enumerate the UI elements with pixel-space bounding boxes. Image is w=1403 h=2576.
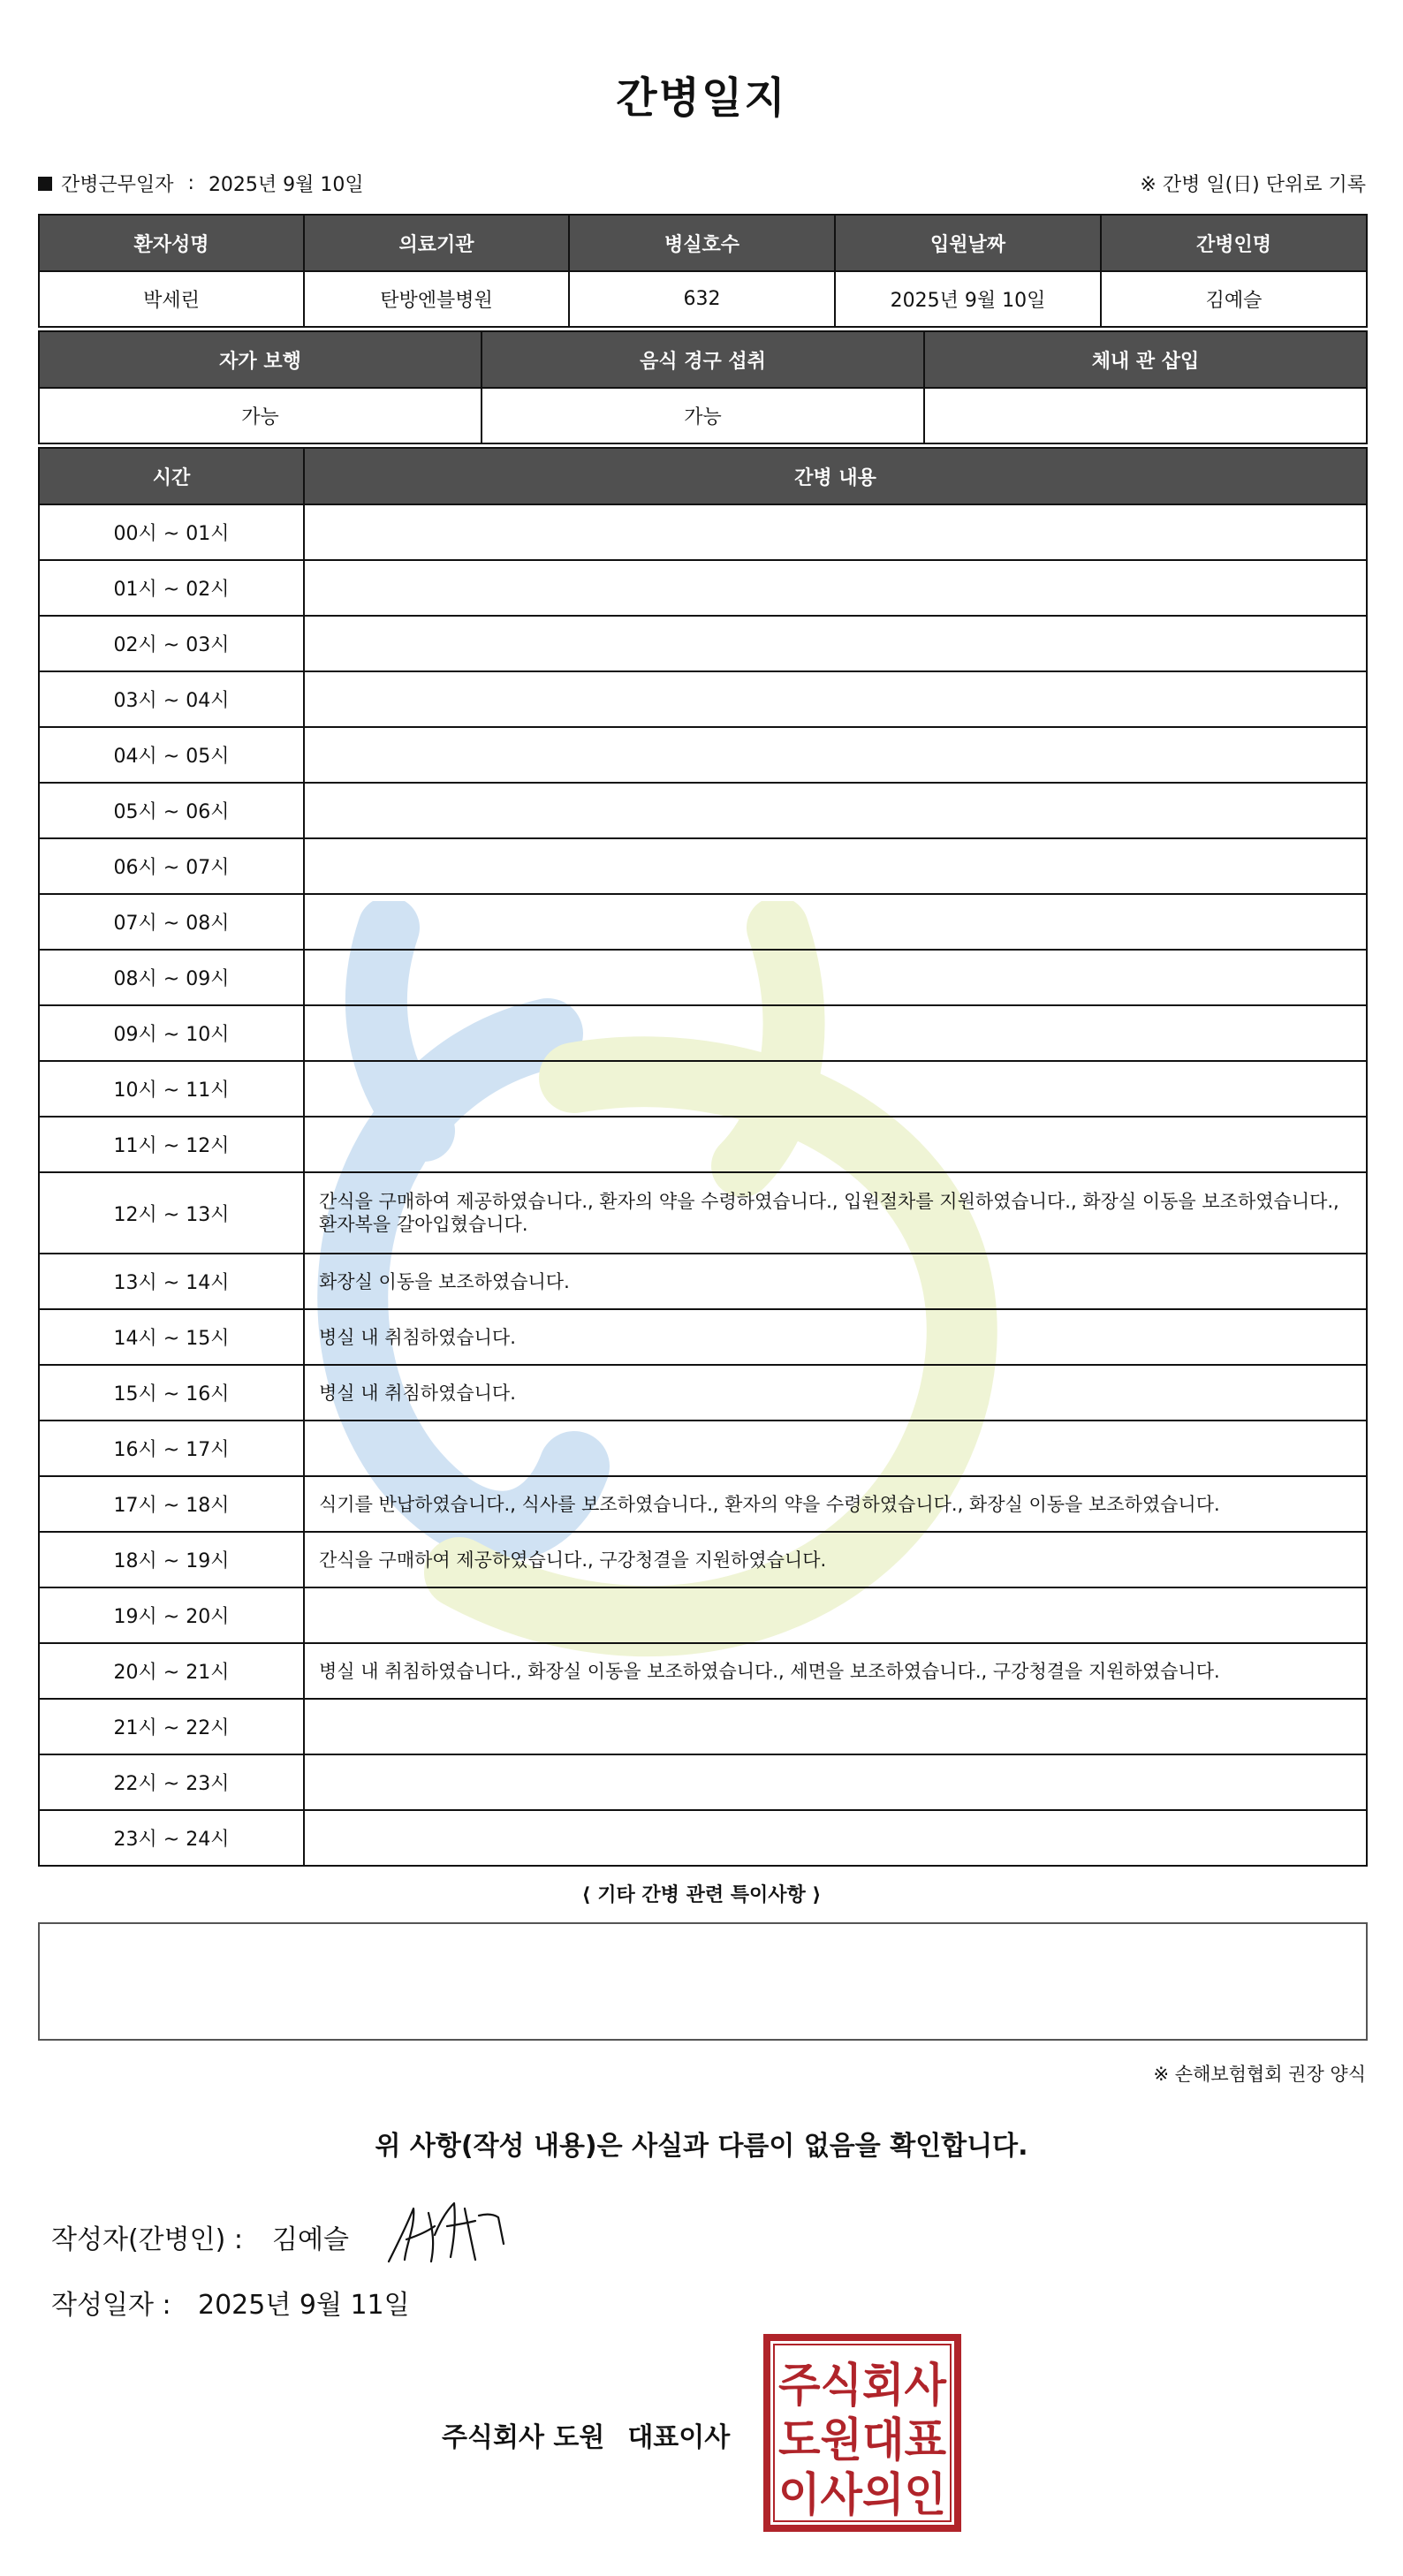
log-row (39, 1061, 1367, 1117)
company-seal-stamp (762, 2332, 963, 2534)
header-time: 시간 (39, 448, 304, 504)
log-content: 간식을 구매하여 제공하였습니다., 구강청결을 지원하였습니다. (304, 1532, 1367, 1587)
log-content: 화장실 이동을 보조하였습니다. (304, 1254, 1367, 1309)
log-time: 11시 ~ 12시 (39, 1117, 304, 1172)
handwritten-signature (380, 2191, 521, 2270)
header-care-content: 간병 내용 (304, 448, 1367, 504)
log-row (39, 727, 1367, 783)
write-date-label: 작성일자 : (51, 2290, 171, 2321)
caregiver-name: 김예슬 (1101, 271, 1367, 327)
log-time: 22시 ~ 23시 (39, 1754, 304, 1810)
remarks-title: ⟨ 기타 간병 관련 특이사항 ⟩ (581, 1884, 822, 1906)
log-content (304, 1005, 1367, 1061)
log-time: 01시 ~ 02시 (39, 560, 304, 616)
log-row (39, 504, 1367, 560)
log-content (304, 1699, 1367, 1754)
work-date-value: 2025년 9월 10일 (208, 174, 364, 196)
header-hospital: 의료기관 (304, 215, 569, 271)
log-time: 21시 ~ 22시 (39, 1699, 304, 1754)
log-content (304, 560, 1367, 616)
patient-status-table (38, 330, 1368, 444)
log-row (39, 950, 1367, 1005)
log-content (304, 950, 1367, 1005)
log-content: 간식을 구매하여 제공하였습니다., 환자의 약을 수령하였습니다., 입원절차를 지원하였습니다., 화장실 이동을 보조하였습니다., 환자복을 갈아입혔습니다. (304, 1172, 1367, 1254)
confirmation-statement: 위 사항(작성 내용)은 사실과 다름이 없음을 확인합니다. (375, 2131, 1028, 2162)
log-time: 13시 ~ 14시 (39, 1254, 304, 1309)
header-tube-insertion: 체내 관 삽입 (924, 331, 1367, 388)
writer-name: 김예슬 (272, 2224, 349, 2255)
log-time: 04시 ~ 05시 (39, 727, 304, 783)
log-row (39, 1532, 1367, 1587)
remarks-box (38, 1922, 1368, 2041)
writer-label: 작성자(간병인) : (51, 2224, 243, 2255)
recommend-note: ※ 손해보험협회 권장 양식 (1153, 2064, 1366, 2085)
self-walking-value: 가능 (39, 388, 482, 443)
unit-note: ※ 간병 일(日) 단위로 기록 (1140, 174, 1366, 196)
log-time: 10시 ~ 11시 (39, 1061, 304, 1117)
log-time: 08시 ~ 09시 (39, 950, 304, 1005)
log-content: 병실 내 취침하였습니다., 화장실 이동을 보조하였습니다., 세면을 보조하였습니다., 구강청결을 지원하였습니다. (304, 1643, 1367, 1699)
log-row (39, 1476, 1367, 1532)
log-time: 05시 ~ 06시 (39, 783, 304, 838)
log-row (39, 616, 1367, 671)
page-title: 간병일지 (616, 73, 787, 123)
log-time: 18시 ~ 19시 (39, 1532, 304, 1587)
log-row (39, 838, 1367, 894)
log-row (39, 1587, 1367, 1643)
log-row (39, 1309, 1367, 1365)
log-content (304, 1061, 1367, 1117)
header-caregiver-name: 간병인명 (1101, 215, 1367, 271)
seal-text-line: 주식회사 (778, 2360, 947, 2413)
log-time: 17시 ~ 18시 (39, 1476, 304, 1532)
log-time: 02시 ~ 03시 (39, 616, 304, 671)
log-content (304, 1117, 1367, 1172)
patient-name: 박세린 (39, 271, 304, 327)
header-patient-name: 환자성명 (39, 215, 304, 271)
log-content (304, 727, 1367, 783)
log-row (39, 1810, 1367, 1866)
header-self-walking: 자가 보행 (39, 331, 482, 388)
log-content (304, 1421, 1367, 1476)
log-row (39, 894, 1367, 950)
log-time: 00시 ~ 01시 (39, 504, 304, 560)
admission-date: 2025년 9월 10일 (835, 271, 1101, 327)
write-date-value: 2025년 9월 11일 (198, 2290, 410, 2321)
seal-text-line: 이사의인 (778, 2469, 946, 2522)
header-admission-date: 입원날짜 (835, 215, 1101, 271)
log-content (304, 1810, 1367, 1866)
log-time: 16시 ~ 17시 (39, 1421, 304, 1476)
log-time: 03시 ~ 04시 (39, 671, 304, 727)
log-time: 06시 ~ 07시 (39, 838, 304, 894)
log-row (39, 1643, 1367, 1699)
log-content (304, 504, 1367, 560)
log-content: 병실 내 취침하였습니다. (304, 1309, 1367, 1365)
log-content (304, 671, 1367, 727)
hourly-care-log-table (38, 447, 1368, 1867)
log-row (39, 1754, 1367, 1810)
log-time: 20시 ~ 21시 (39, 1643, 304, 1699)
log-content (304, 894, 1367, 950)
log-row (39, 783, 1367, 838)
log-row (39, 1005, 1367, 1061)
log-content (304, 616, 1367, 671)
work-date-separator: : (187, 172, 194, 194)
log-row (39, 1117, 1367, 1172)
company-role: 대표이사 (627, 2422, 731, 2453)
header-room-number: 병실호수 (569, 215, 835, 271)
oral-intake-value: 가능 (482, 388, 924, 443)
meta-row (38, 170, 1366, 200)
log-row (39, 1365, 1367, 1421)
work-date-label: 간병근무일자 (61, 174, 174, 196)
log-content (304, 783, 1367, 838)
log-content (304, 838, 1367, 894)
log-time: 12시 ~ 13시 (39, 1172, 304, 1254)
log-row (39, 1421, 1367, 1476)
write-date-row (51, 2283, 410, 2322)
seal-text-line: 도원대표 (778, 2414, 946, 2467)
log-row (39, 1699, 1367, 1754)
log-time: 09시 ~ 10시 (39, 1005, 304, 1061)
log-row (39, 560, 1367, 616)
log-row (39, 1172, 1367, 1254)
log-content: 병실 내 취침하였습니다. (304, 1365, 1367, 1421)
patient-info-table (38, 214, 1368, 328)
log-time: 07시 ~ 08시 (39, 894, 304, 950)
hospital-name: 탄방엔블병원 (304, 271, 569, 327)
log-content (304, 1587, 1367, 1643)
log-time: 15시 ~ 16시 (39, 1365, 304, 1421)
company-signature-line (442, 2415, 730, 2454)
log-content: 식기를 반납하였습니다., 식사를 보조하였습니다., 환자의 약을 수령하였습니다., 화장실 이동을 보조하였습니다. (304, 1476, 1367, 1532)
log-row (39, 671, 1367, 727)
writer-row (51, 2217, 349, 2256)
header-oral-intake: 음식 경구 섭취 (482, 331, 924, 388)
log-time: 23시 ~ 24시 (39, 1810, 304, 1866)
square-bullet-icon (38, 177, 52, 191)
log-row (39, 1254, 1367, 1309)
log-content (304, 1754, 1367, 1810)
room-number: 632 (569, 271, 835, 327)
log-time: 14시 ~ 15시 (39, 1309, 304, 1365)
log-time: 19시 ~ 20시 (39, 1587, 304, 1643)
company-name: 주식회사 도원 (442, 2422, 605, 2453)
tube-insertion-value (924, 388, 1367, 443)
